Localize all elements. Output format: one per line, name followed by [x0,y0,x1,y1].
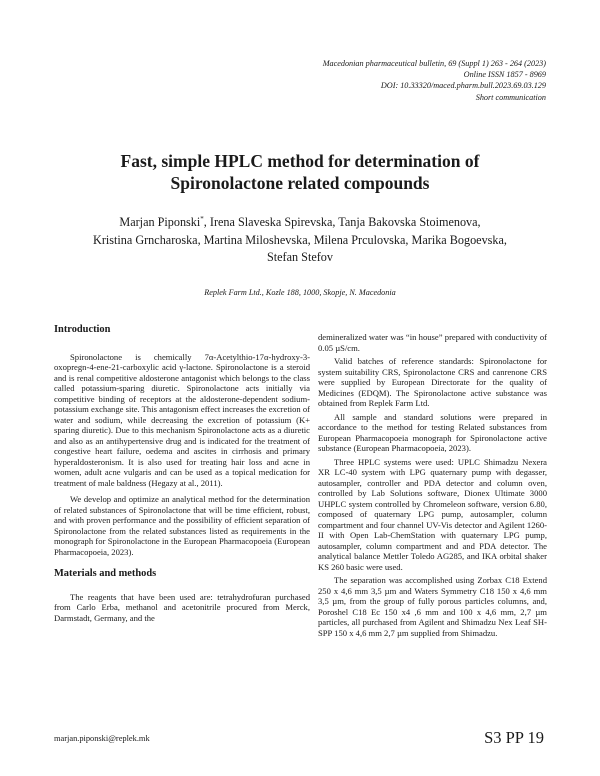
right-column [318,332,547,641]
right-paragraph-3: Three HPLC systems were used: UPLC Shimadzu Nexera XR LC-40 system with LPG quaternary pump with degasser, autosampler, controller and PDA detector and column oven, controlled by Lab Solutions software, Dionex Ultimate 3000 UHPLC system controlled by Chromeleon software, version 6.80, composed of quaternary LPG pump, autosampler, column compartment and four channel UV-Vis detector and Agilent 1260-II with Open Lab-ChemStation with quaternary LPG pump, autosampler, column compartment and and PDA detector. The analytical balance Mettler Toledo AG285, and IKA orbital shaker KS 260 basic were used. [318,456,547,572]
authors-line-1-rest: , Irena Slaveska Spirevska, Tanja Bakovska Stoimenova, [203,215,481,230]
corresponding-mark: * [200,215,204,223]
title-line-1: Fast, simple HPLC method for determination of [120,151,480,171]
methods-heading: Materials and methods [54,568,157,579]
affiliation: Replek Farm Ltd., Kozle 188, 1000, Skopje, N. Macedonia [204,288,396,297]
intro-paragraph-1: Spironolactone is chemically 7α-Acetylthio-17α-hydroxy-3-oxopregn-4-ene-21-carboxylic acid γ-lactone. Spironolactone is a steroid and is renal competitive aldosterone antagonist which belongs to the class called potassium-sparing diuretic. Spironolactone acts initially via competitive binding of receptors at the aldosterone-dependent sodium-potassium exchange site. This antagonism effect increases the excretion of water and sodium, while decreasing the excretion of potassium (K+ sparing diuretic). Due to this mechanism Spironolactone acts as a diuretic and also as an antihypertensive drug and is indicated for the treatment of congestive heart failure, oedema and ascites in cirrhosis and primary hyperaldosteronism. It is also used for treating hair loss and acne in women, adult acne vulgaris and can be used as a topical medication for treatment of male baldness (Hegazy at al., 2011). [54,351,310,488]
methods-paragraph-1: The reagents that have been used are: tetrahydrofuran purchased from Carlo Erba, methanol and acetonitrile procured from Merck, Darmstadt, Germany, and the [54,591,310,623]
authors-line-1 [54,211,546,232]
page-number: S3 PP 19 [484,728,544,747]
right-paragraph-2: All sample and standard solutions were prepared in accordance to the method for testing Related substances from European Pharmacopoeia monograph for Spironolactone active substance (European Pharmacopoeia, 2023). [318,411,547,453]
journal-citation: Macedonian pharmaceutical bulletin, 69 (Suppl 1) 263 - 264 (2023) [322,59,546,68]
authors-line-3: Stefan Stefov [266,250,333,265]
article-title [60,150,540,194]
right-paragraph-1: Valid batches of reference standards: Spironolactone for system suitability CRS, Spironolactone CRS and canrenone CRS were supplied by European Directorate for the quality of Medicines (EDQM). The Spironolactone active substance was obtained from Replek Farm Ltd. [318,356,547,408]
introduction-heading: Introduction [54,324,111,335]
corresponding-email[interactable]: marjan.piponski@replek.mk [54,734,150,743]
doi-link[interactable]: DOI: 10.33320/maced.pharm.bull.2023.69.03.129 [380,81,546,91]
author-corresponding: Marjan Piponski [119,215,201,230]
title-line-2: Spironolactone related compounds [170,173,430,193]
journal-header [226,58,546,103]
journal-issn: Online ISSN 1857 - 8969 [463,70,546,80]
right-paragraph-4: The separation was accomplished using Zorbax C18 Extend 250 x 4,6 mm 3,5 µm and Waters Symmetry C18 150 x 4,6 mm 3,5 µm, from the group of fully porous particles columns, and, Poroshel C18 Ec 150 x4 ,6 mm and 100 x 4,6 mm, 2,7 µm particles, all purchased from Agilent and Shimadzu Nex Leaf SH-SPP 150 x 4,6 mm 2,7 µm supplied from Shimadzu. [318,575,547,638]
left-column [54,325,310,626]
intro-paragraph-2: We develop and optimize an analytical method for the determination of related substances of Spironolactone that will be time efficient, robust, and with proven performance and the possibility of efficient separation of Spironolactone from the related substances listed as requirements in the monograph for Spironolactone in the European Pharmacopoeia (European Pharmacopoeia, 2023). [54,494,310,557]
author-list [54,211,546,267]
right-paragraph-0: demineralized water was “in house” prepared with conductivity of 0.05 µS/cm. [318,332,547,353]
authors-line-2: Kristina Grncharoska, Martina Miloshevska, Milena Prculovska, Marika Bogoevska, [93,232,507,247]
article-type: Short communication [475,92,546,102]
